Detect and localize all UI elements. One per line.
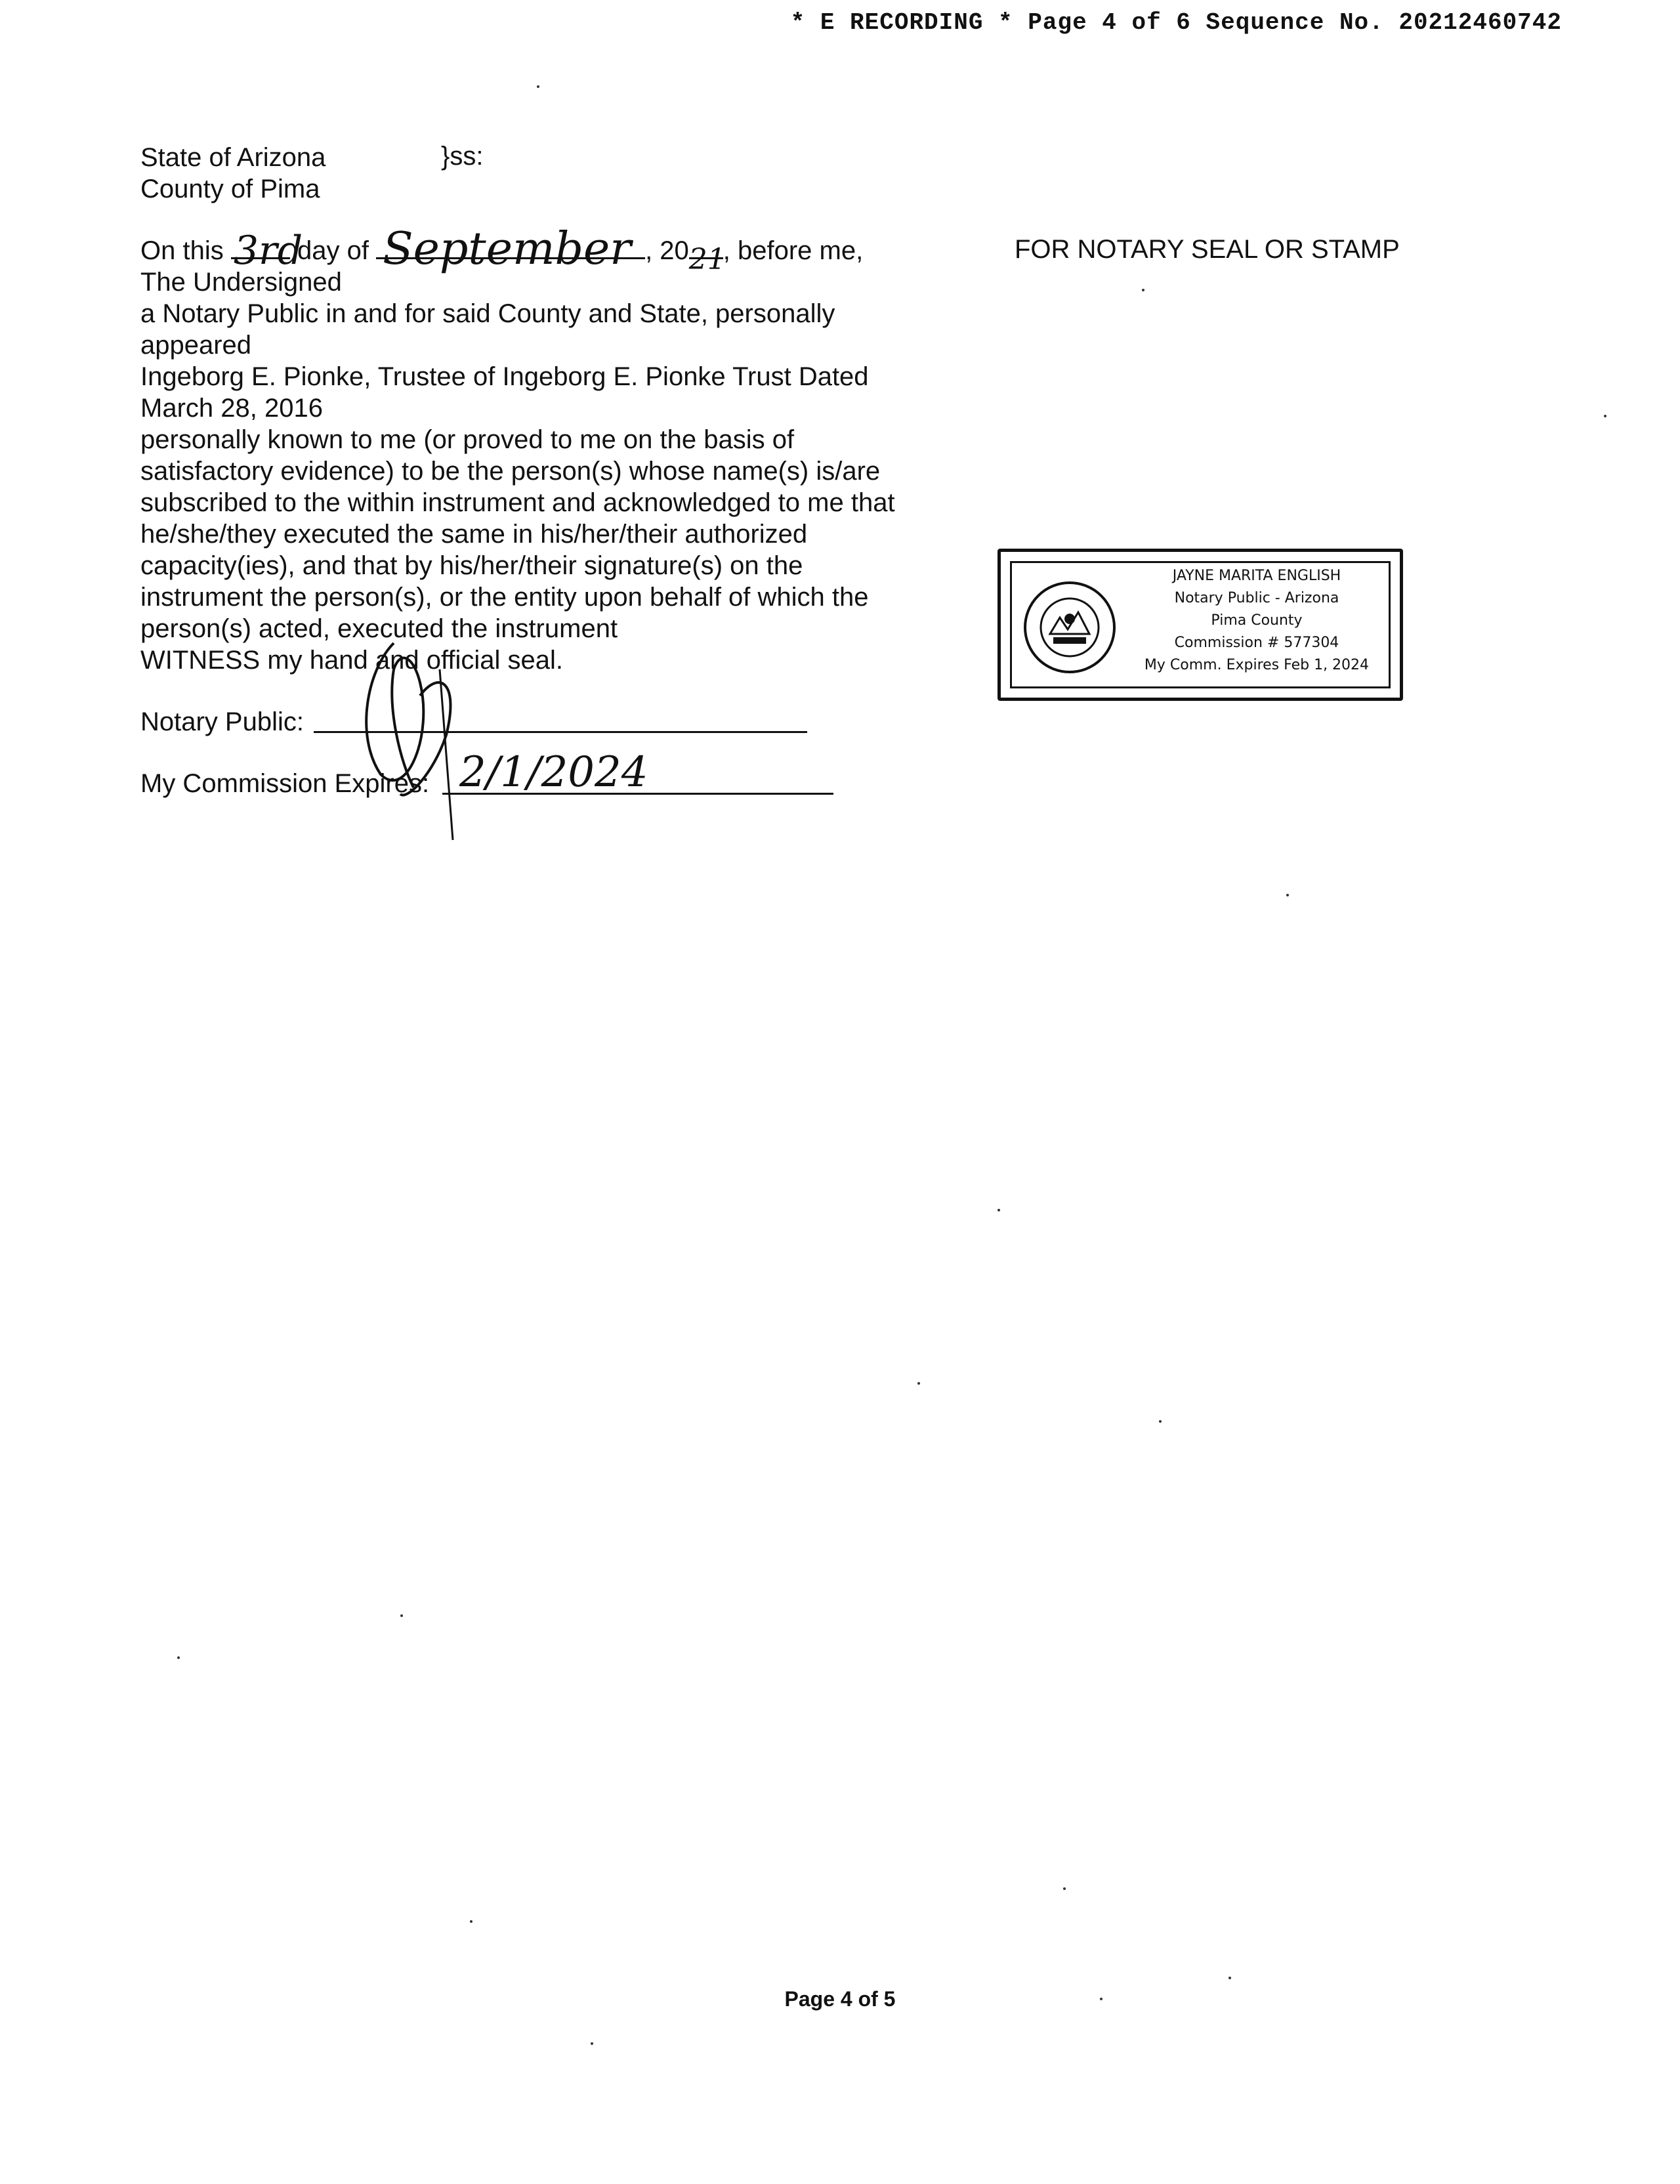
ack-line: capacity(ies), and that by his/her/their signature(s) on the xyxy=(140,551,803,580)
year-handwritten: 21 xyxy=(688,243,726,276)
ack-line-appeared-name: Ingeborg E. Pionke, Trustee of Ingeborg E. Pionke Trust Dated xyxy=(140,362,869,391)
stamp-commission-number: Commission # 577304 xyxy=(1174,635,1339,651)
scan-speck xyxy=(1228,1977,1231,1979)
ack-line: The Undersigned xyxy=(140,268,342,297)
scan-speck xyxy=(400,1614,403,1617)
ack-line: appeared xyxy=(140,331,252,360)
ack-line: subscribed to the within instrument and acknowledged to me that xyxy=(140,488,895,517)
ack-line: satisfactory evidence) to be the person(s) whose name(s) is/are xyxy=(140,457,881,486)
day-handwritten: 3rd xyxy=(233,228,303,274)
year-blank xyxy=(688,243,726,276)
scan-speck xyxy=(917,1382,920,1385)
notary-stamp-text xyxy=(1132,565,1381,677)
stamp-notary-county: Pima County xyxy=(1211,612,1303,629)
stamp-notary-name: JAYNE MARITA ENGLISH xyxy=(1172,568,1341,584)
commission-expires-handwritten: 2/1/2024 xyxy=(459,748,648,797)
notary-stamp-label: FOR NOTARY SEAL OR STAMP xyxy=(1015,235,1400,264)
ack-line: he/she/they executed the same in his/her/their authorized xyxy=(140,520,808,549)
scan-speck xyxy=(998,1209,1000,1211)
witness-line: WITNESS my hand and official seal. xyxy=(140,646,563,675)
stamp-notary-title: Notary Public - Arizona xyxy=(1174,590,1339,606)
scan-speck xyxy=(591,2042,593,2045)
before-me-label: , before me, xyxy=(723,236,864,265)
ack-line: instrument the person(s), or the entity upon behalf of which the xyxy=(140,583,869,612)
notary-stamp xyxy=(998,549,1403,701)
venue-ss: }ss: xyxy=(441,142,484,171)
month-handwritten: September xyxy=(383,223,631,275)
stamp-commission-expires: My Comm. Expires Feb 1, 2024 xyxy=(1144,657,1370,673)
arizona-state-seal-icon xyxy=(1020,578,1119,677)
on-this-label: On this xyxy=(140,236,224,265)
scan-speck xyxy=(1142,289,1144,291)
ack-line: a Notary Public in and for said County and State, personally xyxy=(140,299,835,328)
notary-public-label: Notary Public: xyxy=(140,707,304,736)
day-of-label: day of xyxy=(297,236,369,265)
ack-line-trust-date: March 28, 2016 xyxy=(140,394,323,423)
venue-state: State of Arizona xyxy=(140,143,326,172)
acknowledgment-date-line xyxy=(140,223,864,276)
venue-county: County of Pima xyxy=(140,175,320,203)
year-prefix: , 20 xyxy=(645,236,689,265)
scan-speck xyxy=(1286,894,1289,896)
commission-expires-label: My Commission Expires: xyxy=(140,769,430,798)
ack-line: person(s) acted, executed the instrument xyxy=(140,614,618,643)
scan-speck xyxy=(537,85,539,88)
scan-speck xyxy=(1604,415,1606,417)
scan-speck xyxy=(1159,1420,1162,1423)
recording-header: * E RECORDING * Page 4 of 6 Sequence No. 20212460742 xyxy=(790,9,1562,36)
ack-line: personally known to me (or proved to me on the basis of xyxy=(140,425,795,454)
scan-speck xyxy=(470,1920,472,1923)
scan-speck xyxy=(1063,1887,1066,1890)
page-footer: Page 4 of 5 xyxy=(784,1987,896,2011)
month-blank xyxy=(376,223,645,275)
notary-signature xyxy=(341,630,486,840)
day-blank xyxy=(231,228,303,274)
scan-speck xyxy=(177,1656,180,1659)
